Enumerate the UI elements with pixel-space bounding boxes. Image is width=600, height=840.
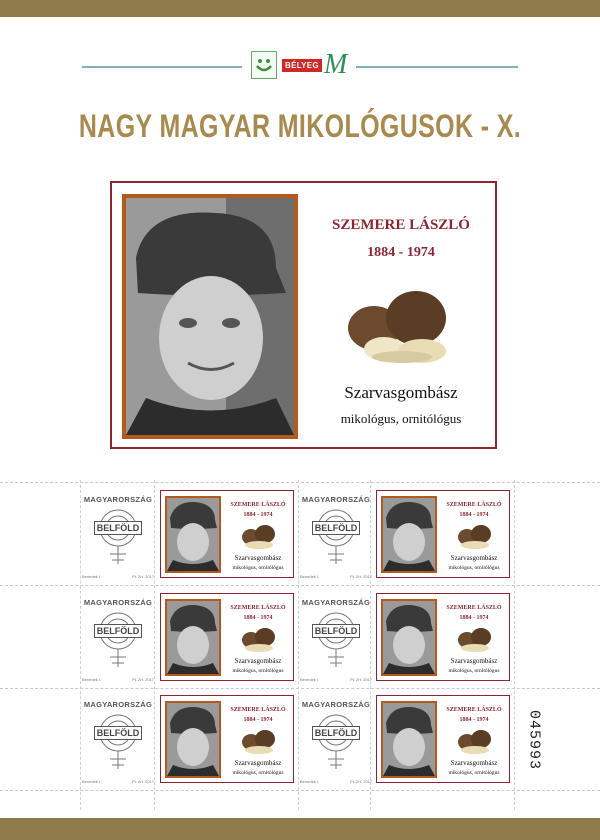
label-role-primary: Szarvasgombász bbox=[450, 657, 498, 665]
label-portrait bbox=[165, 701, 221, 778]
stamp-belfold bbox=[300, 593, 372, 683]
portrait-photo bbox=[122, 194, 298, 439]
person-role-secondary: mikológus, ornitólógus bbox=[340, 411, 462, 426]
label-portrait bbox=[165, 599, 221, 676]
stamp-value: BELFÖLD bbox=[312, 726, 360, 740]
stamp-imprint bbox=[300, 779, 372, 784]
perforation-line bbox=[0, 585, 600, 586]
stamp-country: MAGYARORSZÁG bbox=[301, 598, 371, 607]
label-years: 1884 - 1974 bbox=[459, 615, 489, 621]
label-role-secondary: mikológus, ornitólógus bbox=[448, 770, 500, 776]
stamp-imprint bbox=[82, 677, 154, 682]
label-truffle-icon bbox=[241, 522, 277, 550]
perforation-line bbox=[0, 482, 600, 483]
label-truffle-icon bbox=[457, 727, 493, 755]
personal-label bbox=[160, 593, 294, 681]
stamp-printer: PL Zrt. 2017 bbox=[350, 677, 372, 682]
label-truffle-icon bbox=[457, 625, 493, 653]
label-name: SZEMERE LÁSZLÓ bbox=[446, 707, 502, 713]
stamp-value: BELFÖLD bbox=[94, 726, 142, 740]
personal-label bbox=[160, 695, 294, 783]
stamp-value: BELFÖLD bbox=[94, 521, 142, 535]
stamp-country: MAGYARORSZÁG bbox=[83, 495, 153, 504]
label-role-secondary: mikológus, ornitólógus bbox=[232, 668, 284, 674]
ornament-icon bbox=[310, 709, 362, 773]
label-years: 1884 - 1974 bbox=[459, 717, 489, 723]
label-role-primary: Szarvasgombász bbox=[450, 554, 498, 562]
ornament-icon bbox=[310, 504, 362, 568]
logo-rule-right bbox=[356, 66, 518, 68]
label-years: 1884 - 1974 bbox=[459, 512, 489, 518]
perforation-line bbox=[514, 480, 515, 810]
label-role-primary: Szarvasgombász bbox=[234, 554, 282, 562]
stamp-printer: PL Zrt. 2017 bbox=[350, 574, 372, 579]
ornament-icon bbox=[310, 607, 362, 671]
personal-label bbox=[160, 490, 294, 578]
label-name: SZEMERE LÁSZLÓ bbox=[230, 605, 286, 611]
personal-label bbox=[376, 593, 510, 681]
person-role-primary: Szarvasgombász bbox=[344, 383, 458, 402]
stamp-designer: Benedek I. bbox=[82, 677, 102, 682]
top-band bbox=[0, 0, 600, 17]
stamp-printer: PL Zrt. 2017 bbox=[132, 574, 154, 579]
stamp-imprint bbox=[82, 779, 154, 784]
label-portrait bbox=[165, 496, 221, 573]
stamp-printer: PL Zrt. 2017 bbox=[350, 779, 372, 784]
feature-panel bbox=[110, 181, 497, 449]
bottom-band bbox=[0, 818, 600, 840]
sheet-title: NAGY MAGYAR MIKOLÓGUSOK - X. bbox=[78, 108, 522, 144]
stamp-belfold bbox=[82, 695, 154, 785]
label-name: SZEMERE LÁSZLÓ bbox=[446, 605, 502, 611]
label-role-secondary: mikológus, ornitólógus bbox=[232, 770, 284, 776]
stamp-designer: Benedek I. bbox=[82, 779, 102, 784]
personal-label bbox=[376, 695, 510, 783]
stamp-designer: Benedek I. bbox=[300, 574, 320, 579]
label-portrait bbox=[381, 701, 437, 778]
brand-logo-word: BÉLYEG bbox=[282, 59, 322, 72]
label-truffle-icon bbox=[241, 625, 277, 653]
label-years: 1884 - 1974 bbox=[243, 512, 273, 518]
label-role-secondary: mikológus, ornitólógus bbox=[448, 565, 500, 571]
personal-label bbox=[376, 490, 510, 578]
brand-logo-letter: M bbox=[323, 49, 348, 80]
perforation-line bbox=[154, 480, 155, 810]
label-name: SZEMERE LÁSZLÓ bbox=[230, 707, 286, 713]
stamp-country: MAGYARORSZÁG bbox=[83, 700, 153, 709]
label-years: 1884 - 1974 bbox=[243, 615, 273, 621]
stamp-value: BELFÖLD bbox=[312, 624, 360, 638]
stamp-belfold bbox=[300, 695, 372, 785]
stamp-printer: PL Zrt. 2017 bbox=[132, 779, 154, 784]
stamp-country: MAGYARORSZÁG bbox=[83, 598, 153, 607]
ornament-icon bbox=[92, 607, 144, 671]
perforation-line bbox=[80, 480, 81, 810]
label-portrait bbox=[381, 496, 437, 573]
truffle-illustration bbox=[344, 283, 454, 368]
label-name: SZEMERE LÁSZLÓ bbox=[446, 502, 502, 508]
ornament-icon bbox=[92, 504, 144, 568]
stamp-value: BELFÖLD bbox=[94, 624, 142, 638]
label-portrait bbox=[381, 599, 437, 676]
person-name: SZEMERE LÁSZLÓ bbox=[332, 217, 470, 233]
stamp-imprint bbox=[300, 574, 372, 579]
label-name: SZEMERE LÁSZLÓ bbox=[230, 502, 286, 508]
serial-number bbox=[524, 700, 544, 780]
stamp-imprint bbox=[82, 574, 154, 579]
label-role-primary: Szarvasgombász bbox=[234, 657, 282, 665]
stamp-value: BELFÖLD bbox=[312, 521, 360, 535]
ornament-icon bbox=[92, 709, 144, 773]
label-role-secondary: mikológus, ornitólógus bbox=[232, 565, 284, 571]
stamp-imprint bbox=[300, 677, 372, 682]
stamp-belfold bbox=[82, 490, 154, 580]
serial-number-text: 045993 bbox=[525, 709, 543, 771]
logo-rule-left bbox=[82, 66, 242, 68]
label-truffle-icon bbox=[457, 522, 493, 550]
label-truffle-icon bbox=[241, 727, 277, 755]
label-years: 1884 - 1974 bbox=[243, 717, 273, 723]
label-role-primary: Szarvasgombász bbox=[234, 759, 282, 767]
smiley-logo-icon bbox=[251, 51, 277, 79]
stamp-country: MAGYARORSZÁG bbox=[301, 700, 371, 709]
stamp-designer: Benedek I. bbox=[82, 574, 102, 579]
stamp-belfold bbox=[300, 490, 372, 580]
perforation-line bbox=[0, 790, 600, 791]
stamp-belfold bbox=[82, 593, 154, 683]
perforation-line bbox=[0, 688, 600, 689]
label-role-secondary: mikológus, ornitólógus bbox=[448, 668, 500, 674]
brand-logo bbox=[282, 51, 347, 79]
label-role-primary: Szarvasgombász bbox=[450, 759, 498, 767]
stamp-printer: PL Zrt. 2017 bbox=[132, 677, 154, 682]
perforation-line bbox=[298, 480, 299, 810]
stamp-designer: Benedek I. bbox=[300, 779, 320, 784]
stamp-designer: Benedek I. bbox=[300, 677, 320, 682]
person-years: 1884 - 1974 bbox=[367, 245, 435, 260]
stamp-country: MAGYARORSZÁG bbox=[301, 495, 371, 504]
